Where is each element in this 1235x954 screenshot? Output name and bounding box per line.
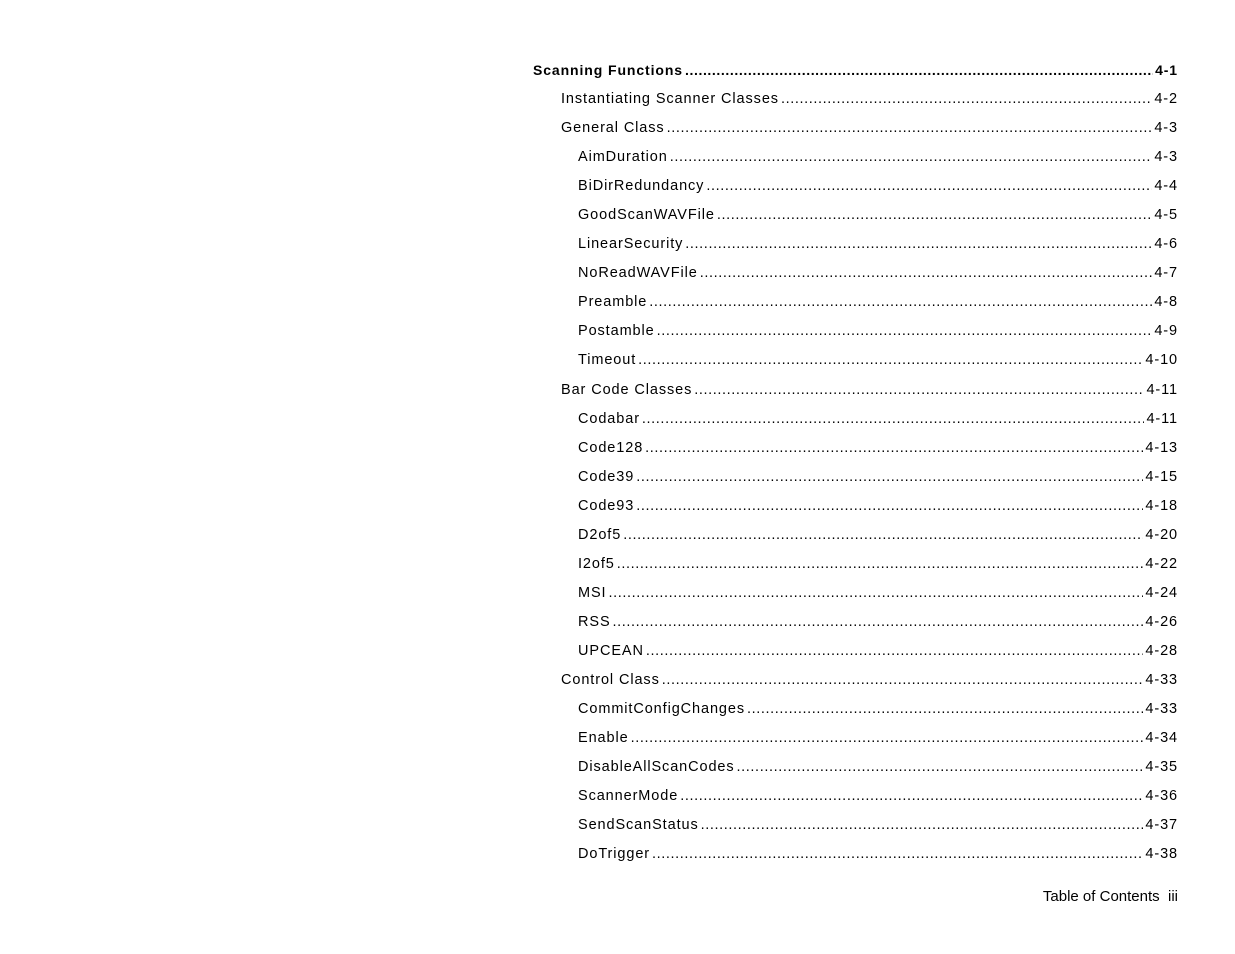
toc-entry-title: AimDuration	[578, 149, 668, 166]
toc-entry[interactable]	[533, 639, 1178, 668]
dot-leader	[706, 174, 1152, 198]
dot-leader	[747, 697, 1143, 721]
toc-entry-title: CommitConfigChanges	[578, 701, 745, 718]
dot-leader	[608, 581, 1143, 605]
toc-entry-title: Code128	[578, 439, 644, 456]
dot-leader	[667, 116, 1153, 140]
toc-entry-page: 4-1	[1155, 62, 1178, 78]
toc-entry-title: UPCEAN	[578, 642, 644, 659]
toc-entry-title: General Class	[561, 120, 665, 137]
toc-entry-page: 4-13	[1145, 439, 1178, 456]
toc-entry[interactable]	[533, 436, 1178, 465]
toc-entry[interactable]	[533, 552, 1178, 581]
toc-entry[interactable]	[533, 203, 1178, 232]
toc-entry-title: RSS	[578, 613, 611, 630]
toc-entry-page: 4-24	[1145, 584, 1178, 601]
dot-leader	[636, 494, 1143, 518]
toc-entry[interactable]	[533, 581, 1178, 610]
toc-entry-title: NoReadWAVFile	[578, 265, 698, 282]
toc-entry-page: 4-33	[1145, 671, 1178, 688]
toc-entry-page: 4-11	[1146, 410, 1178, 427]
toc-entry-page: 4-7	[1154, 265, 1178, 282]
toc-entry[interactable]	[533, 232, 1178, 261]
toc-entry[interactable]	[533, 348, 1178, 377]
toc-entry[interactable]	[533, 726, 1178, 755]
dot-leader	[685, 58, 1153, 82]
page-footer	[1043, 888, 1178, 905]
toc-entry-title: MSI	[578, 584, 607, 601]
table-of-contents	[533, 58, 1178, 871]
toc-entry-page: 4-4	[1154, 178, 1178, 195]
toc-entry-page: 4-28	[1145, 642, 1178, 659]
dot-leader	[781, 87, 1152, 111]
toc-entry-title: Control Class	[561, 671, 660, 688]
dot-leader	[645, 436, 1143, 460]
toc-entry-title: D2of5	[578, 526, 622, 543]
toc-entry-title: GoodScanWAVFile	[578, 207, 715, 224]
dot-leader	[636, 465, 1143, 489]
toc-entry-title: BiDirRedundancy	[578, 178, 705, 195]
toc-entry[interactable]	[533, 813, 1178, 842]
footer-section-title: Table of Contents	[1042, 888, 1160, 905]
toc-entry-page: 4-6	[1154, 236, 1178, 253]
toc-entry[interactable]	[533, 523, 1178, 552]
footer-page-number: iii	[1168, 888, 1178, 905]
toc-entry-page: 4-9	[1154, 323, 1178, 340]
dot-leader	[652, 842, 1143, 866]
toc-entry-title: I2of5	[578, 555, 615, 572]
toc-entry[interactable]	[533, 610, 1178, 639]
toc-entry-page: 4-3	[1154, 120, 1178, 137]
toc-entry[interactable]	[533, 842, 1178, 871]
toc-entry-page: 4-11	[1146, 381, 1178, 398]
toc-entry-title: Scanning Functions	[533, 62, 683, 78]
toc-entry[interactable]	[533, 668, 1178, 697]
toc-entry-title: Enable	[578, 730, 629, 747]
toc-entry-title: Preamble	[578, 294, 648, 311]
dot-leader	[685, 232, 1152, 256]
toc-entry-title: Code93	[578, 497, 635, 514]
dot-leader	[623, 523, 1143, 547]
dot-leader	[613, 610, 1144, 634]
toc-entry-title: Instantiating Scanner Classes	[561, 91, 779, 108]
toc-entry[interactable]	[533, 494, 1178, 523]
toc-entry-page: 4-3	[1154, 149, 1178, 166]
toc-entry[interactable]	[533, 465, 1178, 494]
toc-entry[interactable]	[533, 407, 1178, 436]
dot-leader	[642, 407, 1145, 431]
toc-entry-page: 4-26	[1145, 613, 1178, 630]
dot-leader	[717, 203, 1153, 227]
toc-entry[interactable]	[533, 58, 1178, 87]
toc-entry-title: DoTrigger	[578, 846, 651, 863]
toc-entry-page: 4-33	[1145, 701, 1178, 718]
dot-leader	[701, 813, 1144, 837]
dot-leader	[631, 726, 1144, 750]
toc-entry[interactable]	[533, 784, 1178, 813]
toc-entry-page: 4-35	[1145, 759, 1178, 776]
toc-entry-title: ScannerMode	[578, 788, 679, 805]
toc-entry[interactable]	[533, 87, 1178, 116]
toc-entry[interactable]	[533, 261, 1178, 290]
toc-entry-title: LinearSecurity	[578, 236, 684, 253]
toc-entry-title: Bar Code Classes	[561, 381, 693, 398]
toc-entry-title: Codabar	[578, 410, 640, 427]
dot-leader	[657, 319, 1153, 343]
toc-entry-title: SendScanStatus	[578, 817, 699, 834]
toc-entry[interactable]	[533, 290, 1178, 319]
dot-leader	[700, 261, 1153, 285]
dot-leader	[649, 290, 1152, 314]
toc-entry-page: 4-20	[1145, 526, 1178, 543]
toc-entry-page: 4-5	[1154, 207, 1178, 224]
toc-entry-page: 4-15	[1145, 468, 1178, 485]
toc-entry-title: Postamble	[578, 323, 655, 340]
dot-leader	[662, 668, 1144, 692]
dot-leader	[694, 378, 1144, 402]
dot-leader	[646, 639, 1144, 663]
toc-entry-page: 4-18	[1145, 497, 1178, 514]
toc-entry-title: Timeout	[578, 352, 637, 369]
toc-entry[interactable]	[533, 319, 1178, 348]
toc-entry-title: Code39	[578, 468, 635, 485]
toc-entry-page: 4-10	[1145, 352, 1178, 369]
toc-entry-page: 4-37	[1145, 817, 1178, 834]
dot-leader	[680, 784, 1143, 808]
toc-entry-page: 4-34	[1145, 730, 1178, 747]
toc-entry[interactable]	[533, 116, 1178, 145]
toc-entry-page: 4-22	[1145, 555, 1178, 572]
toc-entry[interactable]	[533, 145, 1178, 174]
toc-entry[interactable]	[533, 755, 1178, 784]
toc-entry[interactable]	[533, 378, 1178, 407]
toc-entry[interactable]	[533, 174, 1178, 203]
dot-leader	[737, 755, 1144, 779]
toc-entry[interactable]	[533, 697, 1178, 726]
toc-entry-page: 4-36	[1145, 788, 1178, 805]
dot-leader	[670, 145, 1153, 169]
toc-entry-page: 4-8	[1154, 294, 1178, 311]
toc-entry-page: 4-2	[1154, 91, 1178, 108]
toc-entry-title: DisableAllScanCodes	[578, 759, 735, 776]
toc-entry-page: 4-38	[1145, 846, 1178, 863]
dot-leader	[638, 348, 1143, 372]
dot-leader	[617, 552, 1144, 576]
